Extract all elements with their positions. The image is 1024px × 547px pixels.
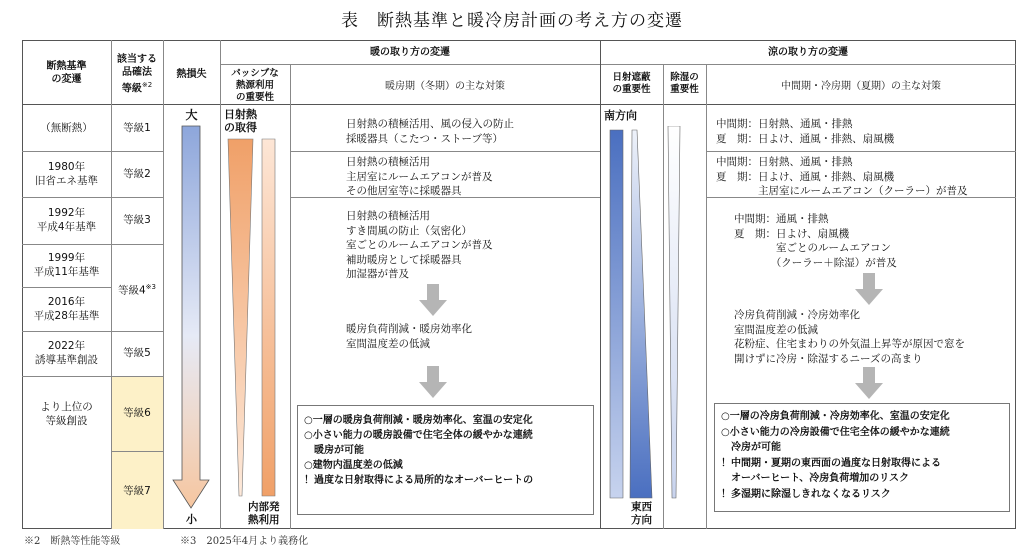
grade-row-6: 等級6 [123, 407, 151, 419]
summer-row-2: 中間期：日射熱、通風・排熱 夏 期：日よけ、通風・排熱、扇風機 主居室にルームエアコン（クーラー）が普及 [716, 156, 968, 197]
grade-row-1: 等級1 [123, 122, 151, 134]
header-grade: 該当する 品確法 等級$^{※2}$ [117, 54, 157, 95]
winter-row-4: 暖房負荷削減・暖房効率化 室間温度差の低減 [346, 323, 472, 350]
summer-box-line-1: ○一層の冷房負荷削減・冷房効率化、室温の安定化 [721, 411, 950, 422]
standard-row-5: 2016年 平成28年基準 [33, 296, 100, 322]
footnote-3: ※3 2025年4月より義務化 [180, 536, 309, 547]
winter-row-2: 日射熱の積極活用 主居室にルームエアコンが普及 その他居室等に採暖器具 [346, 156, 493, 197]
header-heat-loss: 熱損失 [176, 69, 207, 80]
heat-loss-high-label: 大 [185, 108, 198, 122]
winter-row-3: 日射熱の積極活用 すき間風の防止（気密化） 室ごとのルームエアコンが普及 補助暖房として採暖器具 加湿器が普及 [346, 210, 493, 280]
winter-box-line-1: ○一層の暖房負荷削減・暖房効率化、室温の安定化 [304, 415, 533, 426]
grade-highlight [111, 376, 163, 529]
grade-row-5: 等級5 [123, 347, 151, 359]
standard-row-2: 1980年 旧省エネ基準 [35, 161, 98, 187]
summer-summary-box [714, 403, 1010, 512]
summer-box-line-5: オーバーヒート、冷房負荷増加のリスク [721, 473, 909, 484]
header-heating-section: 暖の取り方の変遷 [370, 47, 450, 58]
shading-bars [600, 126, 706, 502]
standard-row-6: 2022年 誘導基準創設 [35, 340, 98, 366]
summer-box-line-4: ！中間期・夏期の東西面の過度な日射取得による [721, 457, 941, 469]
winter-box-line-4: ○建物内温度差の低減 [304, 460, 403, 471]
winter-box-line-3: 暖房が可能 [304, 445, 364, 456]
passive-bars [220, 136, 290, 516]
summer-box-line-2: ○小さい能力の冷房設備で住宅全体の緩やかな連続 [721, 426, 950, 438]
winter-box-line-5: ！過度な日射取得による局所的なオーバーヒートの [304, 475, 534, 486]
summer-box-line-3: 冷房が可能 [721, 442, 781, 453]
header-winter: 暖房期（冬期）の主な対策 [385, 81, 505, 92]
standard-row-1: （無断熱） [40, 122, 93, 134]
winter-box-line-2: ○小さい能力の暖房設備で住宅全体の緩やかな連続 [304, 430, 533, 441]
passive-top-label: 日射熱 の取得 [224, 108, 257, 134]
header-passive: パッシブな 熱源利用 の重要性 [231, 68, 279, 103]
header-cooling-section: 涼の取り方の変遷 [768, 47, 848, 58]
grade-row-3: 等級3 [123, 214, 151, 226]
heat-loss-arrow [163, 122, 220, 512]
header-dehumid: 除湿の 重要性 [670, 72, 699, 95]
footnote-2: ※2 断熱等性能等級 [24, 536, 121, 547]
winter-summary-box [297, 405, 594, 515]
shading-bottom-label: 東西 方向 [631, 501, 652, 526]
summer-box-line-6: ！多湿期に除湿しきれなくなるリスク [721, 488, 891, 500]
passive-bottom-label: 内部発 熱利用 [248, 501, 280, 526]
grade-row-7: 等級7 [123, 485, 151, 497]
summer-row-1: 中間期：日射熱、通風・排熱 夏 期：日よけ、通風・排熱、扇風機 [716, 118, 895, 145]
header-shading: 日射遮蔽 の重要性 [612, 72, 651, 95]
shading-top-label: 南方向 [604, 109, 637, 122]
grade-row-4: 等級4$^{※3}$ [117, 283, 156, 297]
summer-row-3: 中間期：通風・排熱 夏 期：日よけ、扇風機 室ごとのルームエアコン （クーラー＋除湿）が普及 [734, 213, 897, 269]
standard-row-4: 1999年 平成11年基準 [33, 252, 100, 278]
standard-row-7: より上位の 等級創設 [40, 401, 93, 427]
heat-loss-low-label: 小 [186, 513, 197, 526]
winter-row-1: 日射熱の積極活用、風の侵入の防止 採暖器具（こたつ・ストーブ等） [346, 118, 514, 145]
header-insulation: 断熱基準 の変遷 [46, 61, 87, 85]
grade-row-2: 等級2 [123, 168, 151, 180]
standard-row-3: 1992年 平成4年基準 [36, 207, 97, 233]
header-summer: 中間期・冷房期（夏期）の主な対策 [781, 81, 941, 92]
page-title: 表 断熱基準と暖冷房計画の考え方の変遷 [341, 11, 683, 31]
summer-row-4: 冷房負荷削減・冷房効率化 室間温度差の低減 花粉症、住宅まわりの外気温上昇等が原因で窓を 開けずに冷房・除湿するニーズの高まり [734, 309, 965, 365]
